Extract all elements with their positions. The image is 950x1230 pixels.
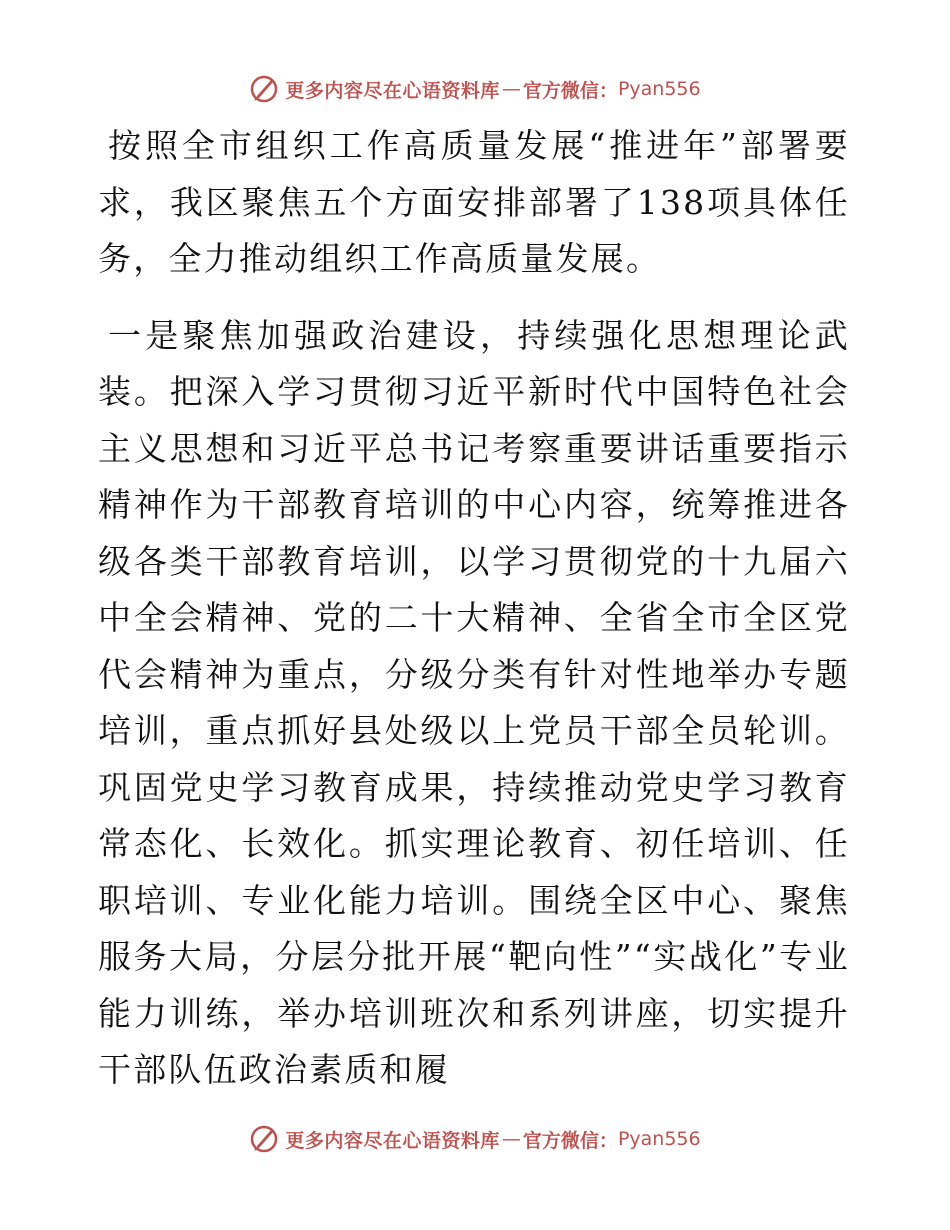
watermark-wechat-id: Pyan556 xyxy=(617,78,701,100)
paragraph-intro: 按照全市组织工作高质量发展“推进年”部署要求，我区聚焦五个方面安排部署了138项具体任务，全力推动组织工作高质量发展。 xyxy=(98,126,850,278)
watermark-wechat-label: 官方微信： xyxy=(522,1129,618,1152)
watermark-site-text: 更多内容尽在心语资料库 xyxy=(285,79,500,102)
footer-watermark xyxy=(0,1124,950,1154)
watermark-wechat-id: Pyan556 xyxy=(617,1128,701,1150)
header-watermark xyxy=(0,74,950,104)
paragraph-political-building: 一是聚焦加强政治建设，持续强化思想理论武装。把深入学习贯彻习近平新时代中国特色社会主义思想和习近平总书记考察重要讲话重要指示精神作为干部教育培训的中心内容，统筹推进各级各类干部教育培训，以学习贯彻党的十九届六中全会精神、党的二十大精神、全省全市全区党代会精神为重点，分级分类有针对性地举办专题培训，重点抓好县处级以上党员干部全员轮训。巩固党史学习教育成果，持续推动党史学习教育常态化、长效化。抓实理论教育、初任培训、任职培训、专业化能力培训。围绕全区中心、聚焦服务大局，分层分批开展“靶向性”“实战化”专业能力训练，举办培训班次和系列讲座，切实提升干部队伍政治素质和履 xyxy=(98,315,850,1089)
document-body xyxy=(98,118,850,1099)
quill-pen-logo-icon xyxy=(249,1124,279,1154)
watermark-wechat-label: 官方微信： xyxy=(522,79,618,102)
watermark-dash: — xyxy=(501,1128,521,1150)
watermark-dash: — xyxy=(501,78,521,100)
quill-pen-logo-icon xyxy=(249,74,279,104)
watermark-site-text: 更多内容尽在心语资料库 xyxy=(285,1129,500,1152)
